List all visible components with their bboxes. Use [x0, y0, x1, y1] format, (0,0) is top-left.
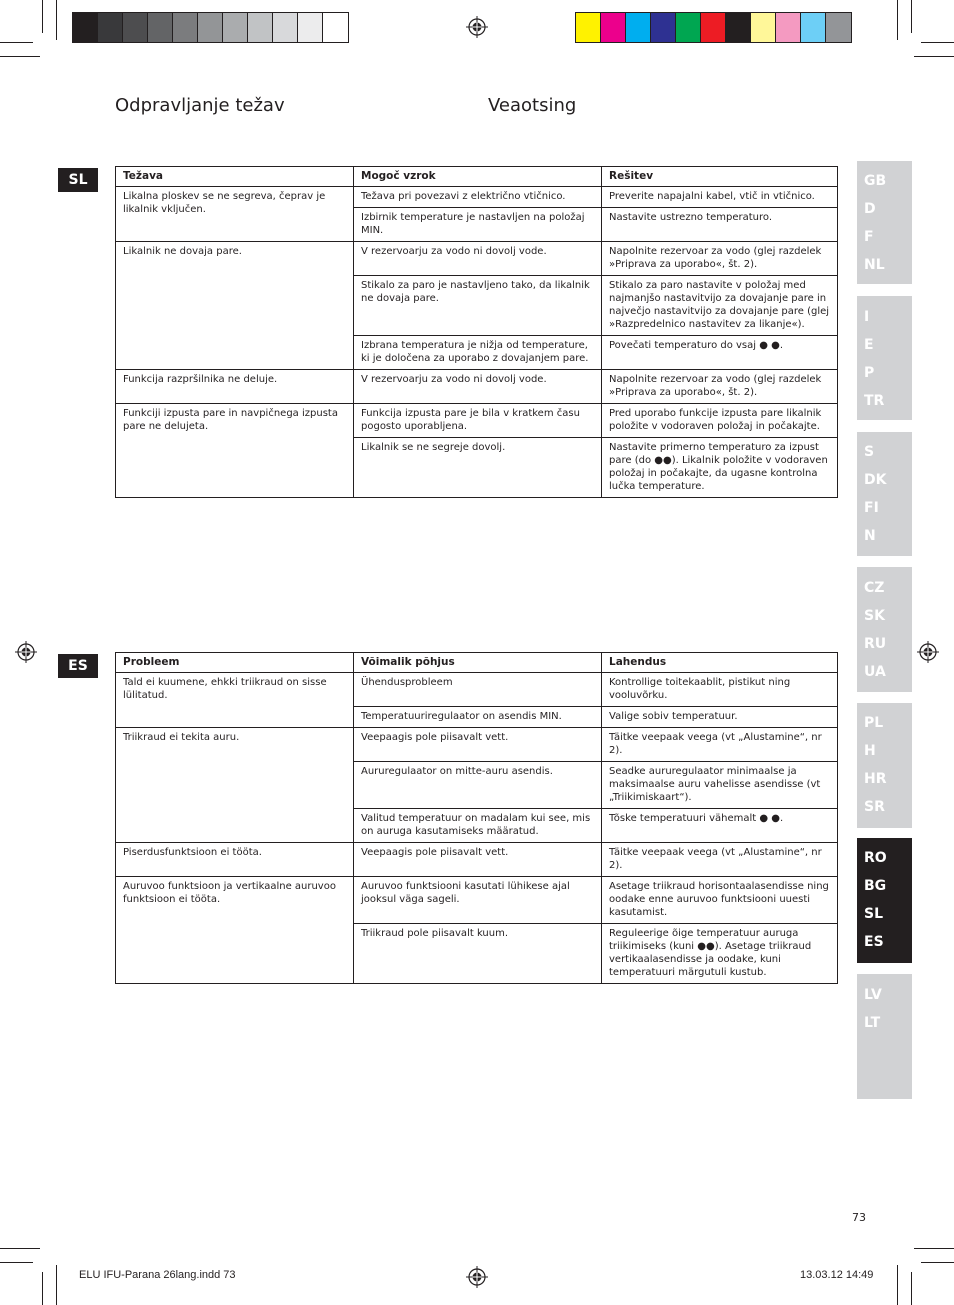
problem-cell: Triikraud ei tekita auru. — [116, 728, 354, 843]
language-tab-pl[interactable]: PL — [864, 715, 884, 731]
language-tab-ro[interactable]: RO — [864, 850, 887, 866]
language-tab-gb[interactable]: GB — [864, 173, 887, 189]
cause-cell: Ühendusprobleem — [354, 673, 602, 707]
solution-cell: Nastavite ustrezno temperaturo. — [602, 208, 838, 242]
crop-mark — [914, 1248, 954, 1249]
gray-swatch — [173, 13, 198, 42]
title-slovenian: Odpravljanje težav — [115, 95, 285, 116]
cause-cell: Aururegulaator on mitte-auru asendis. — [354, 762, 602, 809]
color-swatch — [776, 13, 801, 42]
registration-mark-icon — [917, 641, 939, 663]
table-row — [116, 843, 838, 877]
crop-mark — [911, 0, 912, 33]
language-tab-lv[interactable]: LV — [864, 987, 882, 1003]
language-tab-lt[interactable]: LT — [864, 1015, 881, 1031]
color-swatch — [626, 13, 651, 42]
color-swatch — [701, 13, 726, 42]
table-row — [116, 877, 838, 924]
language-tab-bg[interactable]: BG — [864, 878, 887, 894]
troubleshooting-table-sl — [115, 166, 838, 498]
problem-cell: Likalnik ne dovaja pare. — [116, 242, 354, 370]
column-header-problem: Probleem — [116, 653, 354, 673]
cause-cell: V rezervoarju za vodo ni dovolj vode. — [354, 370, 602, 404]
color-swatch — [751, 13, 776, 42]
gray-swatch — [223, 13, 248, 42]
language-tab-fi[interactable]: FI — [864, 500, 879, 516]
column-header-cause: Mogoč vzrok — [354, 167, 602, 187]
solution-cell: Preverite napajalni kabel, vtič in vtičnico. — [602, 187, 838, 208]
solution-cell: Napolnite rezervoar za vodo (glej razdelek »Priprava za uporabo«, št. 2). — [602, 242, 838, 276]
table-row — [116, 673, 838, 707]
cause-cell: Triikraud pole piisavalt kuum. — [354, 924, 602, 984]
troubleshooting-table-es — [115, 652, 838, 984]
language-tab-sl[interactable]: SL — [864, 906, 884, 922]
color-swatch — [576, 13, 601, 42]
language-tab-tr[interactable]: TR — [864, 393, 885, 409]
language-tab-es[interactable]: ES — [864, 934, 884, 950]
language-tab-d[interactable]: D — [864, 201, 876, 217]
color-swatch — [726, 13, 751, 42]
gray-swatch — [273, 13, 298, 42]
gray-swatch — [323, 13, 348, 42]
problem-cell: Funkcija razpršilnika ne deluje. — [116, 370, 354, 404]
language-group-1 — [857, 161, 912, 284]
table-row — [116, 187, 838, 208]
solution-cell: Täitke veepaak veega (vt „Alustamine“, nr 2). — [602, 843, 838, 877]
language-badge-es: ES — [58, 654, 98, 678]
language-tab-i[interactable]: I — [864, 309, 870, 325]
language-group-2 — [857, 296, 912, 420]
crop-mark — [0, 1248, 40, 1249]
gray-swatch — [98, 13, 123, 42]
table-row — [116, 370, 838, 404]
crop-mark — [911, 1272, 912, 1305]
color-swatch — [651, 13, 676, 42]
cause-cell: Stikalo za paro je nastavljeno tako, da likalnik ne dovaja pare. — [354, 276, 602, 336]
cause-cell: Valitud temperatuur on madalam kui see, mis on auruga kasutamiseks määratud. — [354, 809, 602, 843]
language-tab-nl[interactable]: NL — [864, 257, 885, 273]
problem-cell: Tald ei kuumene, ehkki triikraud on sisse lülitatud. — [116, 673, 354, 728]
cause-cell: Težava pri povezavi z električno vtičnico. — [354, 187, 602, 208]
cause-cell: Veepaagis pole piisavalt vett. — [354, 728, 602, 762]
cause-cell: Izbrana temperatura je nižja od temperature, ki je določena za uporabo z dovajanjem pare. — [354, 336, 602, 370]
gray-swatch — [148, 13, 173, 42]
column-header-problem: Težava — [116, 167, 354, 187]
crop-mark — [42, 0, 43, 33]
gray-swatch — [73, 13, 98, 42]
color-swatch — [601, 13, 626, 42]
solution-cell: Napolnite rezervoar za vodo (glej razdelek »Priprava za uporabo«, št. 2). — [602, 370, 838, 404]
color-swatch — [801, 13, 826, 42]
footer-filename: ELU IFU-Parana 26lang.indd 73 — [79, 1269, 236, 1281]
crop-mark — [42, 1272, 43, 1305]
language-tab-f[interactable]: F — [864, 229, 874, 245]
language-tab-dk[interactable]: DK — [864, 472, 887, 488]
language-group-3 — [857, 432, 912, 556]
language-group-5 — [857, 703, 912, 828]
registration-mark-icon — [466, 1266, 488, 1288]
solution-cell: Nastavite primerno temperaturo za izpust pare (do ●●). Likalnik položite v vodoraven položaj in počakajte, da ugasne kontrolna lučka temperature. — [602, 438, 838, 498]
color-swatch — [826, 13, 851, 42]
language-tab-hr[interactable]: HR — [864, 771, 887, 787]
solution-cell: Povečati temperaturo do vsaj ● ●. — [602, 336, 838, 370]
crop-mark — [921, 42, 954, 43]
problem-cell: Funkciji izpusta pare in navpičnega izpusta pare ne delujeta. — [116, 404, 354, 498]
crop-mark — [897, 1265, 898, 1305]
registration-mark-icon — [466, 16, 488, 38]
crop-mark — [914, 56, 954, 57]
cause-cell: Auruvoo funktsiooni kasutati lühikese ajal jooksul väga sageli. — [354, 877, 602, 924]
language-badge-sl: SL — [58, 168, 98, 192]
solution-cell: Tõske temperatuuri vähemalt ● ●. — [602, 809, 838, 843]
column-header-solution: Lahendus — [602, 653, 838, 673]
language-tab-ua[interactable]: UA — [864, 664, 886, 680]
solution-cell: Pred uporabo funkcije izpusta pare likalnik položite v vodoraven položaj in počakajte. — [602, 404, 838, 438]
problem-cell: Likalna ploskev se ne segreva, čeprav je likalnik vključen. — [116, 187, 354, 242]
solution-cell: Seadke aururegulaator minimaalse ja maksimaalse auru vahelisse asendisse (vt „Triikimiskaart“). — [602, 762, 838, 809]
solution-cell: Stikalo za paro nastavite v položaj med najmanjšo nastavitvijo za dovajanje pare in največjo nastavitvijo za dovajanje pare (glej »Razpredelnico nastavitev za likanje«). — [602, 276, 838, 336]
problem-cell: Piserdusfunktsioon ei tööta. — [116, 843, 354, 877]
crop-mark — [0, 1262, 33, 1263]
crop-mark — [56, 0, 57, 40]
crop-mark — [921, 1262, 954, 1263]
title-estonian: Veaotsing — [488, 95, 577, 116]
cause-cell: Veepaagis pole piisavalt vett. — [354, 843, 602, 877]
solution-cell: Valige sobiv temperatuur. — [602, 707, 838, 728]
problem-cell: Auruvoo funktsioon ja vertikaalne auruvoo funktsioon ei tööta. — [116, 877, 354, 984]
cause-cell: V rezervoarju za vodo ni dovolj vode. — [354, 242, 602, 276]
color-swatch — [676, 13, 701, 42]
cause-cell: Funkcija izpusta pare je bila v kratkem času pogosto uporabljena. — [354, 404, 602, 438]
column-header-solution: Rešitev — [602, 167, 838, 187]
language-tab-sr[interactable]: SR — [864, 799, 885, 815]
language-tab-sk[interactable]: SK — [864, 608, 885, 624]
language-tab-cz[interactable]: CZ — [864, 580, 885, 596]
registration-mark-icon — [15, 641, 37, 663]
gray-swatch — [123, 13, 148, 42]
grayscale-bar — [72, 12, 349, 43]
crop-mark — [0, 42, 33, 43]
language-tab-e[interactable]: E — [864, 337, 874, 353]
language-tab-p[interactable]: P — [864, 365, 875, 381]
cause-cell: Izbirnik temperature je nastavljen na položaj MIN. — [354, 208, 602, 242]
crop-mark — [56, 1265, 57, 1305]
page-number: 73 — [852, 1211, 866, 1224]
language-tab-h[interactable]: H — [864, 743, 876, 759]
language-tab-s[interactable]: S — [864, 444, 875, 460]
table-row — [116, 242, 838, 276]
language-group-6-active — [857, 838, 912, 963]
gray-swatch — [198, 13, 223, 42]
cause-cell: Temperatuuriregulaator on asendis MIN. — [354, 707, 602, 728]
solution-cell: Täitke veepaak veega (vt „Alustamine“, nr 2). — [602, 728, 838, 762]
color-bar — [575, 12, 852, 43]
gray-swatch — [248, 13, 273, 42]
table-row — [116, 728, 838, 762]
solution-cell: Reguleerige õige temperatuur auruga triikimiseks (kuni ●●). Asetage triikraud vertikaalasendisse ja oodake, kuni temperatuuri märgutuli kustub. — [602, 924, 838, 984]
solution-cell: Asetage triikraud horisontaalasendisse ning oodake enne auruvoo funktsiooni uuesti kasutamist. — [602, 877, 838, 924]
solution-cell: Kontrollige toitekaablit, pistikut ning vooluvõrku. — [602, 673, 838, 707]
gray-swatch — [298, 13, 323, 42]
language-tab-n[interactable]: N — [864, 528, 876, 544]
language-tab-ru[interactable]: RU — [864, 636, 887, 652]
table-row — [116, 404, 838, 438]
language-group-7 — [857, 974, 912, 1099]
crop-mark — [897, 0, 898, 40]
footer-date: 13.03.12 14:49 — [800, 1269, 874, 1281]
column-header-cause: Võimalik põhjus — [354, 653, 602, 673]
crop-mark — [0, 56, 40, 57]
cause-cell: Likalnik se ne segreje dovolj. — [354, 438, 602, 498]
language-group-4 — [857, 567, 912, 692]
